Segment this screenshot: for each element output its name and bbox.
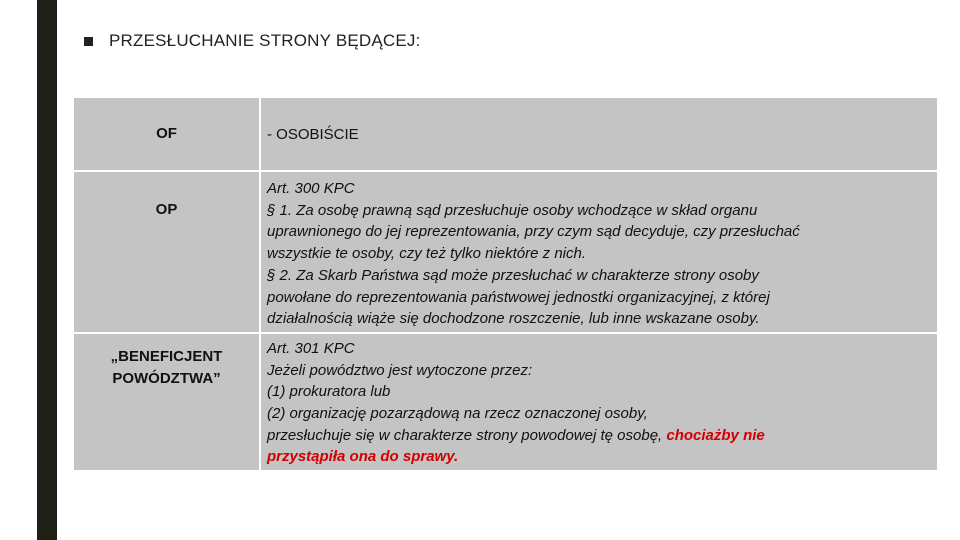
table-row [73,333,938,471]
content-text: przesłuchuje się w charakterze strony powodowej tę osobę, [267,426,667,444]
row-label: OP [73,171,260,333]
content-line: Art. 301 KPC [267,339,355,357]
table-row [73,171,938,333]
slide-heading [84,31,421,51]
row-label [73,333,260,471]
left-accent-bar [37,0,57,540]
highlight-text: chociażby nie [666,426,765,444]
content-line: uprawnionego do jej reprezentowania, przy czym sąd decyduje, czy przesłuchać [267,223,800,241]
content-line: działalnością wiąże się dochodzone roszczenie, lub inne wskazane osoby. [267,310,760,328]
label-line: POWÓDZTWA” [112,369,221,387]
content-line: § 1. Za osobę prawną sąd przesłuchuje osoby wchodzące w skład organu [267,201,758,219]
content-line [267,425,931,447]
row-content [260,333,938,471]
content-line: powołane do reprezentowania państwowej jednostki organizacyjnej, z której [267,288,770,306]
content-line: (1) prokuratora lub [267,383,391,401]
content-line: Art. 300 KPC [267,180,355,197]
hearing-table [72,96,939,472]
content-line: Jeżeli powództwo jest wytoczone przez: [267,361,533,379]
label-line: „BENEFICJENT [110,347,223,365]
square-bullet-icon [84,37,93,46]
content-line: wszystkie te osoby, czy też tylko niektóre z nich. [267,245,587,263]
content-line: (2) organizację pozarządową na rzecz oznaczonej osoby, [267,405,648,423]
row-content [260,171,938,333]
row-label: OF [73,97,260,171]
content-line: § 2. Za Skarb Państwa sąd może przesłuchać w charakterze strony osoby [267,266,759,284]
highlight-text: przystąpiła ona do sprawy. [267,448,459,466]
table-row [73,97,938,171]
heading-text: PRZESŁUCHANIE STRONY BĘDĄCEJ: [109,31,421,50]
row-content [260,97,938,171]
content-line: - OSOBIŚCIE [267,126,359,144]
